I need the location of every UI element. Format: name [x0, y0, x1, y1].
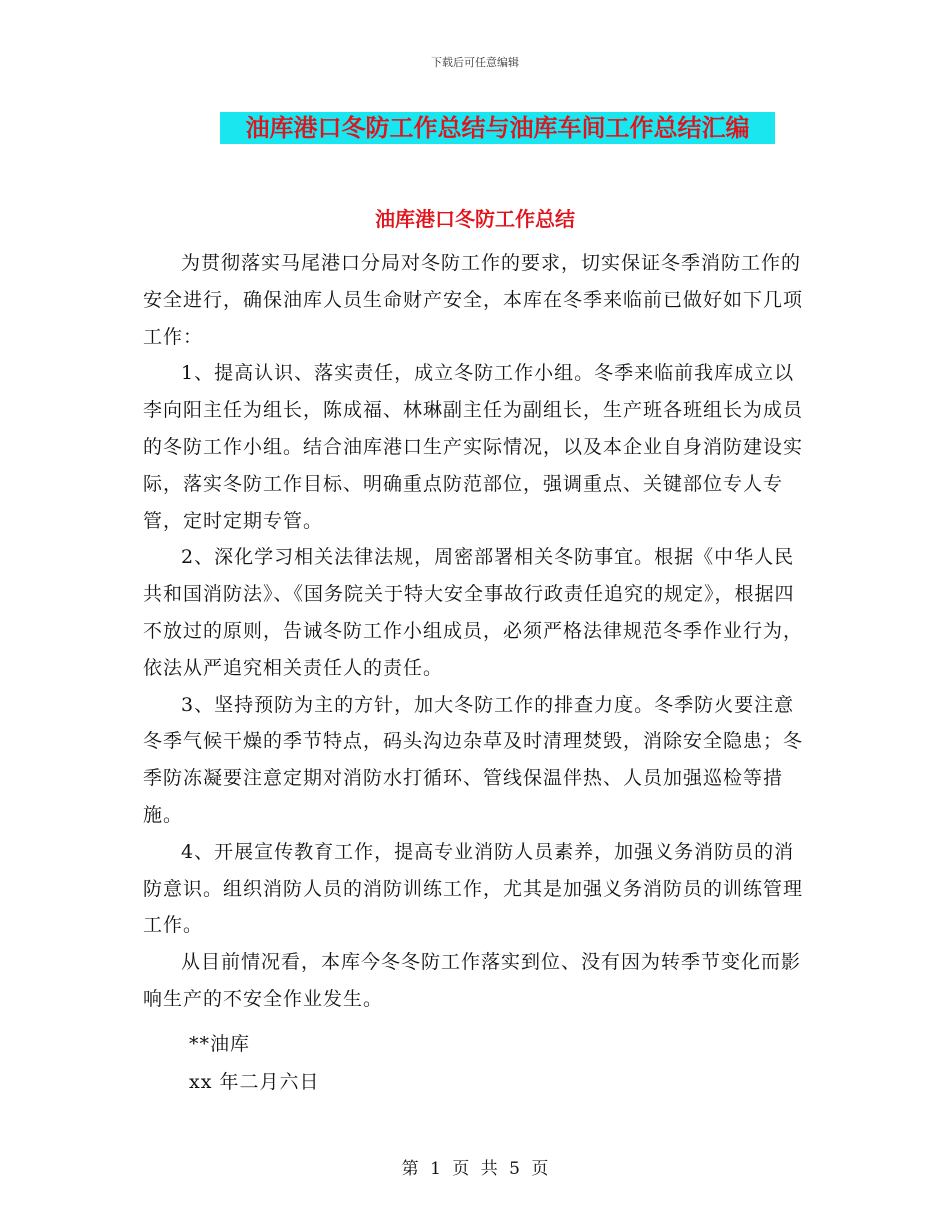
page-indicator: 第 1 页 共 5 页: [401, 1159, 549, 1179]
paragraph-item-3: 3、坚持预防为主的方针，加大冬防工作的排查力度。冬季防火要注意冬季气候干燥的季节特点，码头沟边杂草及时清理焚毁，消除安全隐患；冬季防冻凝要注意定期对消防水打循环、管线保温伴热、人员加强巡检等措施。: [143, 693, 804, 826]
signature: **油库: [189, 1033, 251, 1055]
paragraph-item-1: 1、提高认识、落实责任，成立冬防工作小组。冬季来临前我库成立以李向阳主任为组长，陈成福、林琳副主任为副组长，生产班各班组长为成员的冬防工作小组。结合油库港口生产实际情况，以及本企业自身消防建设实际，落实冬防工作目标、明确重点防范部位，强调重点、关键部位专人专管，定时定期专管。: [143, 362, 804, 532]
document-title: 油库港口冬防工作总结与油库车间工作总结汇编: [220, 112, 775, 144]
header-note: 下载后可任意编辑: [431, 56, 519, 69]
paragraph-item-4: 4、开展宣传教育工作，提高专业消防人员素养，加强义务消防员的消防意识。组织消防人员的消防训练工作，尤其是加强义务消防员的训练管理工作。: [143, 840, 804, 937]
section-title: 油库港口冬防工作总结: [375, 207, 575, 231]
document-body: [143, 245, 808, 1018]
paragraph-conclusion: 从目前情况看，本库今冬冬防工作落实到位、没有因为转季节变化而影响生产的不安全作业发生。: [143, 951, 802, 1010]
signature-date: xx 年二月六日: [189, 1071, 320, 1093]
paragraph-item-2: 2、深化学习相关法律法规，周密部署相关冬防事宜。根据《中华人民共和国消防法》、《国务院关于特大安全事故行政责任追究的规定》，根据四不放过的原则，告诫冬防工作小组成员，必须严格法律规范冬季作业行为，依法从严追究相关责任人的责任。: [143, 546, 804, 679]
paragraph-intro: 为贯彻落实马尾港口分局对冬防工作的要求，切实保证冬季消防工作的安全进行，确保油库人员生命财产安全，本库在冬季来临前已做好如下几项工作：: [143, 252, 804, 348]
